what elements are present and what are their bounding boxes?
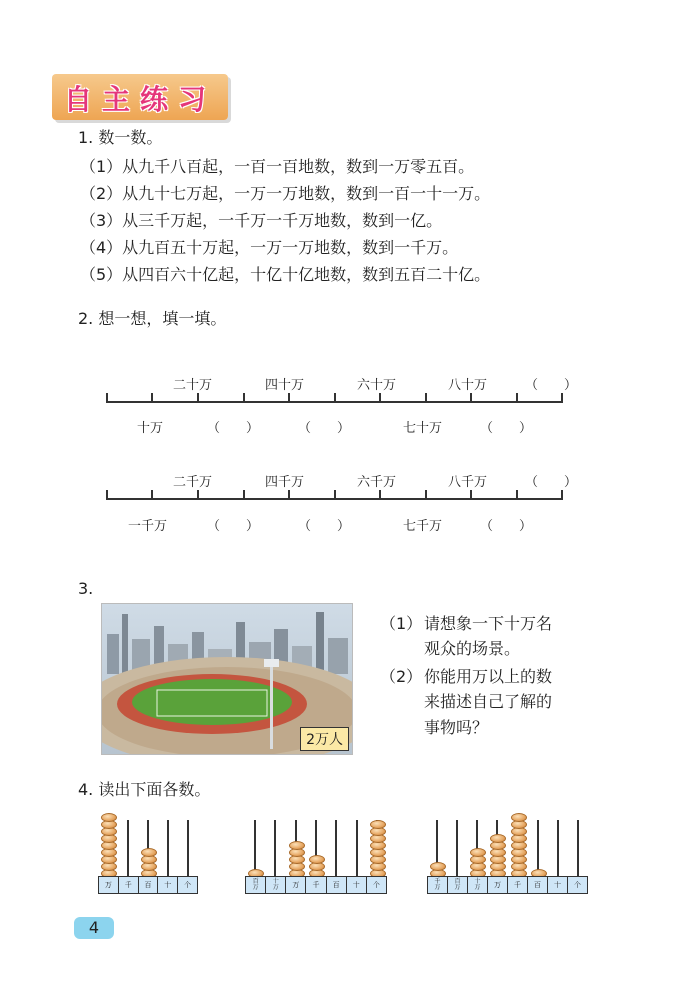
abacus-bead — [511, 813, 527, 822]
abacus-bead — [289, 841, 305, 850]
abacus-base — [98, 876, 198, 894]
abacus — [98, 818, 198, 893]
stadium-photo — [101, 603, 353, 755]
q3-item-1-label: （1） — [380, 614, 423, 633]
abacus-place-label: 千 — [508, 877, 528, 893]
nl2-bottom-blank[interactable]: （ ） — [207, 519, 260, 534]
nl2-top-label: 八千万 — [448, 475, 488, 490]
nl1-bottom-blank[interactable]: （ ） — [480, 421, 533, 436]
abacus-bead — [370, 820, 386, 829]
abacus-place-label: 十 万 — [468, 877, 488, 893]
nl2-tick — [197, 490, 199, 500]
abacus-rod — [537, 820, 539, 876]
q3-item-2-line: 你能用万以上的数 — [424, 667, 553, 686]
nl2-top-label: 二千万 — [173, 475, 213, 490]
q1-item-2: （2）从九十七万起，一万一万地数，数到一百一十一万。 — [80, 184, 491, 203]
nl2-tick — [106, 490, 108, 500]
nl1-top-label: 八十万 — [448, 378, 488, 393]
nl1-tick — [425, 393, 427, 403]
nl1-tick — [561, 393, 563, 403]
abacus-rod — [557, 820, 559, 876]
nl2-bottom-label: 七千万 — [403, 519, 443, 534]
abacus-base — [427, 876, 588, 894]
nl2-bottom-blank[interactable]: （ ） — [480, 519, 533, 534]
q1-item-1: （1）从九千八百起，一百一百地数，数到一万零五百。 — [80, 157, 475, 176]
abacus-place-label: 千 — [119, 877, 139, 893]
abacus-rod — [127, 820, 129, 876]
abacus-place-label: 百 万 — [246, 877, 266, 893]
q2-title: 2. 想一想，填一填。 — [78, 309, 227, 328]
nl2-tick — [288, 490, 290, 500]
abacus-rod — [254, 820, 256, 876]
nl2-bottom-label: 一千万 — [128, 519, 168, 534]
abacus-place-label: 万 — [99, 877, 119, 893]
q1-item-3: （3）从三千万起，一千万一千万地数，数到一亿。 — [80, 211, 443, 230]
nl1-top-blank[interactable]: （ ） — [525, 378, 578, 393]
nl2-tick — [561, 490, 563, 500]
q3-item-1-line: 观众的场景。 — [424, 639, 521, 658]
q1-title: 1. 数一数。 — [78, 128, 163, 147]
q1-item-5: （5）从四百六十亿起，十亿十亿地数，数到五百二十亿。 — [80, 265, 491, 284]
abacus-bead — [430, 862, 446, 871]
abacus-rod — [335, 820, 337, 876]
nl1-tick — [516, 393, 518, 403]
nl1-top-label: 二十万 — [173, 378, 213, 393]
abacus-rod — [274, 820, 276, 876]
abacus-place-label: 万 — [488, 877, 508, 893]
abacus-place-label: 百 — [327, 877, 347, 893]
q3-item-2-label: （2） — [380, 667, 423, 686]
q3-number: 3. — [78, 579, 94, 598]
section-title: 自主练习 — [63, 83, 216, 116]
abacus-place-label: 十 — [158, 877, 178, 893]
nl2-top-label: 四千万 — [265, 475, 305, 490]
abacus-place-label: 千 — [306, 877, 326, 893]
abacus-rod — [577, 820, 579, 876]
photo-caption: 2万人 — [300, 727, 349, 751]
nl1-tick — [470, 393, 472, 403]
abacus-rod — [356, 820, 358, 876]
abacus-place-label: 千 万 — [428, 877, 448, 893]
nl1-tick — [106, 393, 108, 403]
nl2-tick — [379, 490, 381, 500]
abacus-place-label: 个 — [574, 880, 581, 889]
nl1-tick — [379, 393, 381, 403]
nl1-bottom-blank[interactable]: （ ） — [207, 421, 260, 436]
nl1-bottom-label: 十万 — [137, 421, 164, 436]
q3-item-1-line: 请想象一下十万名 — [424, 614, 553, 633]
abacus-place-label: 百 — [139, 877, 159, 893]
nl1-top-label: 六十万 — [357, 378, 397, 393]
q3-item-2-line: 来描述自己了解的 — [424, 692, 553, 711]
nl1-tick — [243, 393, 245, 403]
abacus — [245, 818, 387, 893]
abacus-place-label: 个 — [372, 880, 380, 889]
nl1-tick — [334, 393, 336, 403]
nl2-tick — [470, 490, 472, 500]
abacus-bead — [141, 848, 157, 857]
page-number: 4 — [74, 917, 114, 939]
nl2-top-blank[interactable]: （ ） — [525, 475, 578, 490]
abacus-bead — [101, 813, 117, 822]
nl2-bottom-blank[interactable]: （ ） — [298, 519, 351, 534]
abacus-place-label: 十 — [548, 877, 568, 893]
nl2-tick — [334, 490, 336, 500]
abacus-place-label: 个 — [184, 880, 192, 889]
nl2-tick — [243, 490, 245, 500]
nl1-bottom-label: 七十万 — [403, 421, 443, 436]
abacus-base — [245, 876, 387, 894]
nl1-top-label: 四十万 — [265, 378, 305, 393]
q1-item-4: （4）从九百五十万起，一万一万地数，数到一千万。 — [80, 238, 459, 257]
nl2-tick — [425, 490, 427, 500]
abacus-rod — [456, 820, 458, 876]
nl1-bottom-blank[interactable]: （ ） — [298, 421, 351, 436]
nl2-tick — [516, 490, 518, 500]
abacus-place-label: 十 万 — [266, 877, 286, 893]
section-header — [52, 74, 228, 120]
nl2-top-label: 六千万 — [357, 475, 397, 490]
abacus-rod — [187, 820, 189, 876]
nl2-tick — [151, 490, 153, 500]
abacus-bead — [309, 855, 325, 864]
abacus-place-label: 百 万 — [448, 877, 468, 893]
nl1-tick — [197, 393, 199, 403]
abacus-rod — [167, 820, 169, 876]
abacus-place-label: 万 — [286, 877, 306, 893]
abacus-place-label: 百 — [528, 877, 548, 893]
nl1-tick — [288, 393, 290, 403]
q3-item-2-line: 事物吗？ — [424, 718, 489, 737]
abacus — [427, 818, 588, 893]
q4-title: 4. 读出下面各数。 — [78, 780, 211, 799]
abacus-place-label: 十 — [347, 877, 367, 893]
nl1-tick — [151, 393, 153, 403]
